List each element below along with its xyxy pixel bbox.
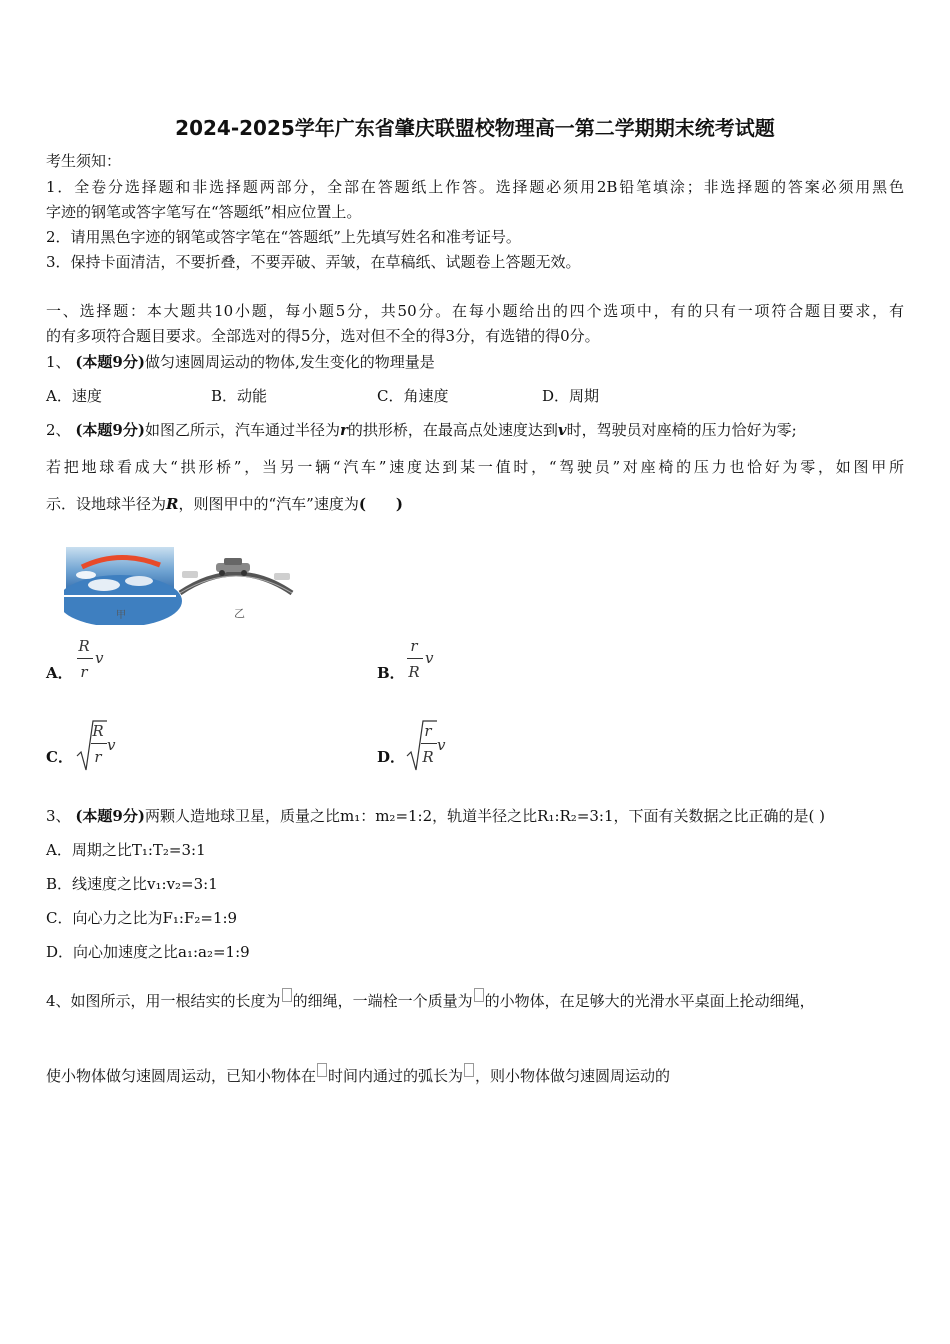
numerator: R <box>92 722 104 740</box>
notice-item-1: 1．全卷分选择题和非选择题两部分，全部在答题纸上作答。选择题必须用2B铅笔填涂；非选择题的答案必须用黑色 <box>46 178 904 196</box>
variable-v: v <box>107 736 116 754</box>
question-4 <box>46 988 815 1011</box>
figure-earth-and-bridge <box>64 545 300 625</box>
question-2-line-2: 若把地球看成大“拱形桥”，当另一辆“汽车”速度达到某一值时，“驾驶员”对座椅的压力也恰好为零，如图甲所 <box>46 458 904 476</box>
question-stem: ，则小物体做匀速圆周运动的 <box>475 1067 671 1085</box>
question-number: 2、 <box>46 421 71 439</box>
q1-option-a: A．速度 <box>46 387 102 405</box>
question-number: 3、 <box>46 807 71 825</box>
denominator: r <box>80 663 88 681</box>
section-instructions-line-1: 一、选择题：本大题共10小题，每小题5分，共50分。在每小题给出的四个选项中，有的只有一项符合题目要求，有 <box>46 302 904 320</box>
question-2-line-3 <box>46 494 403 514</box>
question-tag: (本题9分) <box>75 421 145 439</box>
q1-option-b: B．动能 <box>211 387 268 405</box>
variable-r: r <box>339 421 348 439</box>
question-stem: 做匀速圆周运动的物体,发生变化的物理量是 <box>144 353 435 371</box>
missing-symbol-box <box>464 1063 474 1077</box>
numerator: r <box>410 637 418 655</box>
notice-item-2: 2．请用黑色字迹的钢笔或答字笔在“答题纸”上先填写姓名和准考证号。 <box>46 228 521 246</box>
variable-v: v <box>437 736 446 754</box>
variable-v: v <box>425 649 434 667</box>
numerator: r <box>424 722 432 740</box>
question-1 <box>46 352 435 372</box>
q2-option-d-formula <box>406 718 450 772</box>
q2-option-b-formula <box>406 637 446 685</box>
notice-heading: 考生须知： <box>46 152 122 170</box>
q2-option-c-label: C． <box>46 748 73 766</box>
question-tag: (本题9分) <box>75 807 145 825</box>
question-stem: 示．设地球半径为 <box>46 495 167 513</box>
notice-item-3: 3．保持卡面清洁，不要折叠，不要弄破、弄皱，在草稿纸、试题卷上答题无效。 <box>46 253 581 271</box>
figure-label-jia: 甲 <box>116 610 126 621</box>
denominator: R <box>422 748 434 766</box>
variable-v: v <box>95 649 104 667</box>
q2-option-a-label: A． <box>46 664 73 682</box>
question-stem: 时间内通过的弧长为 <box>328 1067 464 1085</box>
q1-option-c: C．角速度 <box>377 387 449 405</box>
arch-bridge-image <box>180 558 292 593</box>
question-stem: 时，驾驶员对座椅的压力恰好为零; <box>566 421 797 439</box>
missing-symbol-box <box>282 988 292 1002</box>
denominator: R <box>408 663 420 681</box>
question-stem: 两颗人造地球卫星，质量之比m₁：m₂=1:2，轨道半径之比R₁:R₂=3:1，下面有关数据之比正确的是( ) <box>144 807 826 825</box>
denominator: r <box>94 748 102 766</box>
answer-blank: ( ) <box>358 495 404 513</box>
question-stem: 的小物体，在足够大的光滑水平桌面上抡动细绳， <box>484 992 815 1010</box>
question-tag: (本题9分) <box>75 353 145 371</box>
fraction-bar <box>407 658 423 659</box>
q2-option-d-label: D． <box>377 748 406 766</box>
question-stem: ，则图甲中的“汽车”速度为 <box>178 495 359 513</box>
fraction-bar <box>91 743 107 744</box>
q1-option-d: D．周期 <box>542 387 600 405</box>
question-stem: 如图乙所示，汽车通过半径为 <box>144 421 340 439</box>
question-stem: 的细绳，一端栓一个质量为 <box>292 992 473 1010</box>
page-title: 2024-2025学年广东省肇庆联盟校物理高一第二学期期末统考试题 <box>175 116 775 140</box>
variable-R: R <box>166 495 179 513</box>
variable-v: v <box>557 421 567 439</box>
q2-option-c-formula <box>76 718 120 772</box>
section-instructions-line-2: 的有多项符合题目要求。全部选对的得5分，选对但不全的得3分，有选错的得0分。 <box>46 327 600 345</box>
q3-option-a: A．周期之比T₁:T₂=3:1 <box>46 841 206 859</box>
q3-option-b: B．线速度之比v₁:v₂=3:1 <box>46 875 218 893</box>
question-stem: 如图所示，用一根结实的长度为 <box>70 992 281 1010</box>
q2-option-b-label: B． <box>377 664 405 682</box>
question-number: 1、 <box>46 353 71 371</box>
question-3 <box>46 806 825 826</box>
numerator: R <box>78 637 90 655</box>
q2-option-a-formula <box>76 637 116 685</box>
q3-option-c: C．向心力之比为F₁:F₂=1:9 <box>46 909 238 927</box>
fraction-bar <box>421 743 437 744</box>
missing-symbol-box <box>317 1063 327 1077</box>
question-2 <box>46 420 797 440</box>
missing-symbol-box <box>474 988 484 1002</box>
figure-label-yi: 乙 <box>234 607 245 620</box>
question-stem: 使小物体做匀速圆周运动，已知小物体在 <box>46 1067 317 1085</box>
q3-option-d: D．向心加速度之比a₁:a₂=1:9 <box>46 943 250 961</box>
question-stem: 的拱形桥，在最高点处速度达到 <box>347 421 558 439</box>
fraction-bar <box>77 658 93 659</box>
notice-item-1-cont: 字迹的钢笔或答字笔写在“答题纸”相应位置上。 <box>46 203 362 221</box>
question-number: 4、 <box>46 992 71 1010</box>
question-4-line-2 <box>46 1063 670 1086</box>
